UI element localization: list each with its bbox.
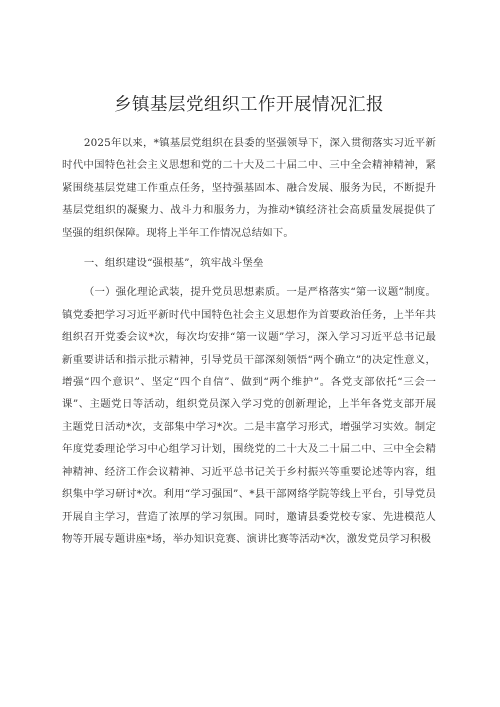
section-heading-1: 一、组织建设“强根基”，筑牢战斗堡垒: [83, 257, 264, 270]
document-title: 乡镇基层党组织工作开展情况汇报: [114, 95, 384, 115]
section-1-paragraph-1: （一）强化理论武装，提升党员思想素质。一是严格落实“第一议题”制度。镇党委把学习习近平新时代中国特色社会主义思想作为首要政治任务，上半年共组织召开党委会议*次，每次均安排“第一议题”学习，深入学习习近平总书记最新重要讲话和指示批示精神，引导党员干部深刻领悟“两个确立”的决定性意义，增强“四个意识”、坚定“四个自信”、做到“两个维护”。各党支部依托“三会一课”、主题党日等活动，组织党员深入学习党的创新理论，上半年各党支部开展主题党日活动*次，支部集中学习*次。二是丰富学习形式，增强学习实效。制定年度党委理论学习中心组学习计划，围绕党的二十大及二十届二中、三中全会精神精神、经济工作会议精神、习近平总书记关于乡村振兴等重要论述等内容，组织集中学习研讨*次。利用“学习强国”、*县干部网络学院等线上平台，引导党员开展自主学习，营造了浓厚的学习氛围。同时，邀请县委党校专家、先进模范人物等开展专题讲座*场，举办知识竞赛、演讲比赛等活动*次，激发党员学习积极: [62, 286, 436, 545]
document-body: [62, 132, 436, 550]
intro-paragraph: 2025年以来，*镇基层党组织在县委的坚强领导下，深入贯彻落实习近平新时代中国特色社会主义思想和党的二十大及二十届二中、三中全会精神精神，紧紧围绕基层党建工作重点任务，坚持强基固本、融合发展、服务为民，不断提升基层党组织的凝聚力、战斗力和服务力，为推动*镇经济社会高质量发展提供了坚强的组织保障。现将上半年工作情况总结如下。: [62, 137, 436, 239]
